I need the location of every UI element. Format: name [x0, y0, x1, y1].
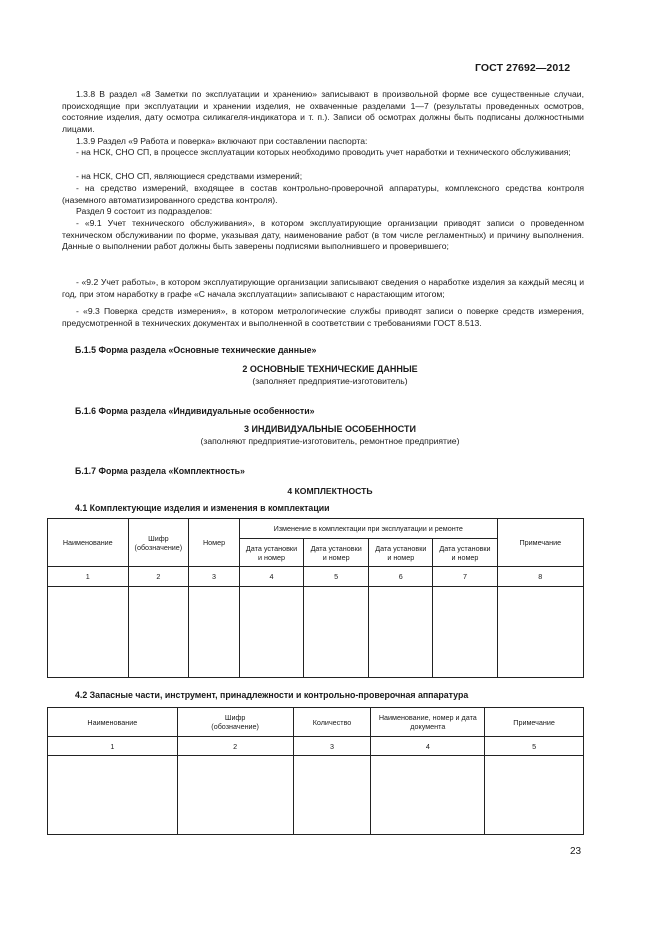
header-quantity: Количество — [293, 708, 371, 737]
empty-cell — [177, 756, 293, 835]
title-technical-data: 2 ОСНОВНЫЕ ТЕХНИЧЕСКИЕ ДАННЫЕ — [242, 364, 418, 374]
header-name: Наименование — [48, 519, 129, 567]
table-spare-parts — [47, 707, 584, 835]
header-date-1: Дата установки и номер — [239, 539, 303, 567]
empty-cell — [189, 587, 240, 678]
table-4-2-caption: 4.2 Запасные части, инструмент, принадлежности и контрольно-проверочная аппаратура — [75, 690, 469, 700]
list-item-9-1: - «9.1 Учет технического обслуживания», в котором эксплуатирующие организации приводят записи о проведенном техническом обслуживании по форме, указывая дату, наименование работ (в том числе регламентных) и причину выполнения. Данные о выполнении работ должны быть заверены подписями выполнившего и проверившего; — [62, 218, 584, 252]
column-number: 1 — [48, 567, 129, 587]
table-4-1-caption: 4.1 Комплектующие изделия и изменения в комплектации — [75, 503, 330, 513]
column-number: 4 — [239, 567, 303, 587]
title-individual-features: 3 ИНДИВИДУАЛЬНЫЕ ОСОБЕННОСТИ — [244, 424, 416, 434]
table-components — [47, 518, 584, 678]
empty-cell — [485, 756, 584, 835]
header-change: Изменение в комплектации при эксплуатации и ремонте — [239, 519, 497, 539]
header-date-2: Дата установки и номер — [304, 539, 369, 567]
column-number: 5 — [304, 567, 369, 587]
empty-cell — [128, 587, 189, 678]
page-number: 23 — [570, 846, 582, 857]
heading-b-1-6: Б.1.6 Форма раздела «Индивидуальные особенности» — [75, 406, 315, 416]
empty-cell — [239, 587, 303, 678]
column-number: 2 — [177, 737, 293, 756]
list-item-measurement-tool: - на средство измерений, входящее в состав контрольно-проверочной аппаратуры, комплексного средства контроля (наземного автоматизированного средства контроля). — [62, 183, 584, 205]
header-date-3: Дата установки и номер — [369, 539, 433, 567]
paragraph-1-3-8: 1.3.8 В раздел «8 Заметки по эксплуатации и хранению» записывают в произвольной форме все существенные случаи, происходящие при эксплуатации и хранении изделия, не охваченные разделами 1—7 (результаты проведенных осмотров, состояние изделия, дату осмотра силикагеля-индикатора и т. п.). Записи об осмотрах должны быть подписаны должностными лицами. — [62, 89, 584, 135]
header-date-4: Дата установки и номер — [433, 539, 497, 567]
header-code: Шифр (обозначение) — [177, 708, 293, 737]
empty-cell — [304, 587, 369, 678]
empty-cell — [371, 756, 485, 835]
list-item-9-3: - «9.3 Поверка средств измерения», в котором метрологические службы приводят записи о поверке средств измерения, предусмотренной в технических документах и выполненной в соответствии с требованиями ГОСТ 8.513. — [62, 306, 584, 328]
column-number: 2 — [128, 567, 189, 587]
empty-cell — [48, 587, 129, 678]
empty-cell — [293, 756, 371, 835]
list-item-9-2: - «9.2 Учет работы», в котором эксплуатирующие организации записывают сведения о наработке изделия за каждый месяц и год, при этом наработку в графе «С начала эксплуатации» записывают с нарастающим итогом; — [62, 277, 584, 299]
table-row-empty — [48, 756, 584, 835]
paragraph-1-3-9: 1.3.9 Раздел «9 Работа и поверка» включают при составлении паспорта: — [76, 136, 368, 146]
column-number: 8 — [497, 567, 583, 587]
column-number: 3 — [293, 737, 371, 756]
column-number: 7 — [433, 567, 497, 587]
note-technical-data: (заполняет предприятие-изготовитель) — [252, 376, 408, 386]
table-row-empty — [48, 587, 584, 678]
column-number: 6 — [369, 567, 433, 587]
title-completeness: 4 КОМПЛЕКТНОСТЬ — [287, 486, 373, 496]
empty-cell — [433, 587, 497, 678]
column-number: 1 — [48, 737, 178, 756]
document-code: ГОСТ 27692—2012 — [475, 62, 571, 74]
note-individual-features: (заполняют предприятие-изготовитель, ремонтное предприятие) — [200, 436, 460, 446]
column-number: 3 — [189, 567, 240, 587]
heading-b-1-5: Б.1.5 Форма раздела «Основные технические данные» — [75, 345, 317, 355]
paragraph-section-9: Раздел 9 состоит из подразделов: — [76, 206, 213, 216]
header-note: Примечание — [497, 519, 583, 567]
column-number: 5 — [485, 737, 584, 756]
heading-b-1-7: Б.1.7 Форма раздела «Комплектность» — [75, 466, 245, 476]
header-name: Наименование — [48, 708, 178, 737]
empty-cell — [497, 587, 583, 678]
header-code: Шифр (обозначение) — [128, 519, 189, 567]
header-document: Наименование, номер и дата документа — [371, 708, 485, 737]
empty-cell — [48, 756, 178, 835]
list-item-nsk-measurement: - на НСК, СНО СП, являющиеся средствами измерений; — [76, 171, 303, 181]
empty-cell — [369, 587, 433, 678]
column-number: 4 — [371, 737, 485, 756]
header-number: Номер — [189, 519, 240, 567]
header-note: Примечание — [485, 708, 584, 737]
list-item-nsk-maintenance: - на НСК, СНО СП, в процессе эксплуатации которых необходимо проводить учет наработки и технического обслуживания; — [76, 147, 571, 157]
